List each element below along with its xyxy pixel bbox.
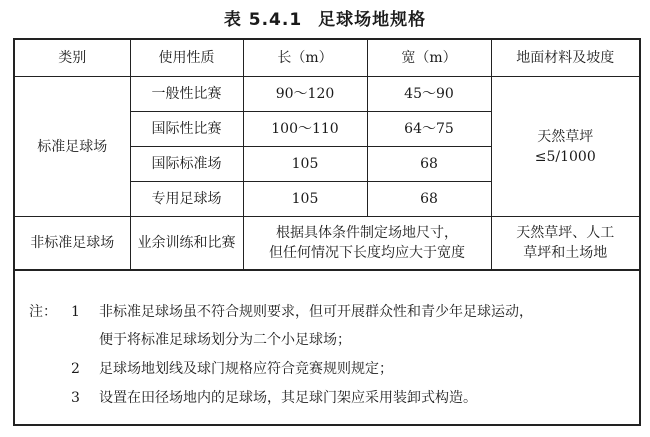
length-cell: 105 [243,182,367,217]
category-nonstandard: 非标准足球场 [15,217,130,271]
note-number: 3 [71,390,80,406]
table-row [15,77,639,112]
dims-nonstandard-line1: 根据具体条件制定场地尺寸， [276,225,458,241]
header-row [15,40,639,77]
use-nonstandard: 业余训练和比赛 [130,217,243,271]
length-cell: 105 [243,147,367,182]
note-text: 足球场地划线及球门规格应符合竞赛规则规定； [99,361,393,377]
note-number: 1 [71,304,80,320]
table-title-text: 足球场地规格 [318,10,427,30]
note-text: 非标准足球场虽不符合规则要求，但可开展群众性和青少年足球运动， [99,304,533,320]
note-text: 便于将标准足球场划分为二个小足球场； [99,332,351,348]
width-cell: 45～90 [367,77,491,112]
dims-nonstandard [243,217,491,271]
header-width: 宽（m） [367,40,491,77]
use-cell: 一般性比赛 [130,77,243,112]
category-standard: 标准足球场 [15,77,130,217]
width-cell: 64～75 [367,112,491,147]
notes-label: 注： [29,304,57,320]
surface-nonstandard-line2: 草坪和土场地 [523,245,608,261]
note-text: 设置在田径场地内的足球场，其足球门架应采用装卸式构造。 [99,390,477,406]
spec-table-frame [13,38,641,426]
length-cell: 90～120 [243,77,367,112]
table-row-nonstandard [15,217,639,271]
use-cell: 国际性比赛 [130,112,243,147]
surface-standard-line2: ≤5/1000 [534,148,596,165]
table-number: 表 5.4.1 [223,10,303,30]
table-title [0,5,650,30]
use-cell: 国际标准场 [130,147,243,182]
width-cell: 68 [367,147,491,182]
dims-nonstandard-line2: 但任何情况下长度均应大于宽度 [269,245,465,261]
header-use: 使用性质 [130,40,243,77]
surface-nonstandard [491,217,639,271]
width-cell: 68 [367,182,491,217]
use-cell: 专用足球场 [130,182,243,217]
note-number: 2 [71,361,80,377]
header-length: 长（m） [243,40,367,77]
spec-table [15,40,639,271]
length-cell: 100～110 [243,112,367,147]
header-surface: 地面材料及坡度 [491,40,639,77]
surface-nonstandard-line1: 天然草坪、人工 [516,225,615,241]
header-category: 类别 [15,40,130,77]
surface-standard-line1: 天然草坪 [537,128,594,145]
surface-standard [491,77,639,217]
